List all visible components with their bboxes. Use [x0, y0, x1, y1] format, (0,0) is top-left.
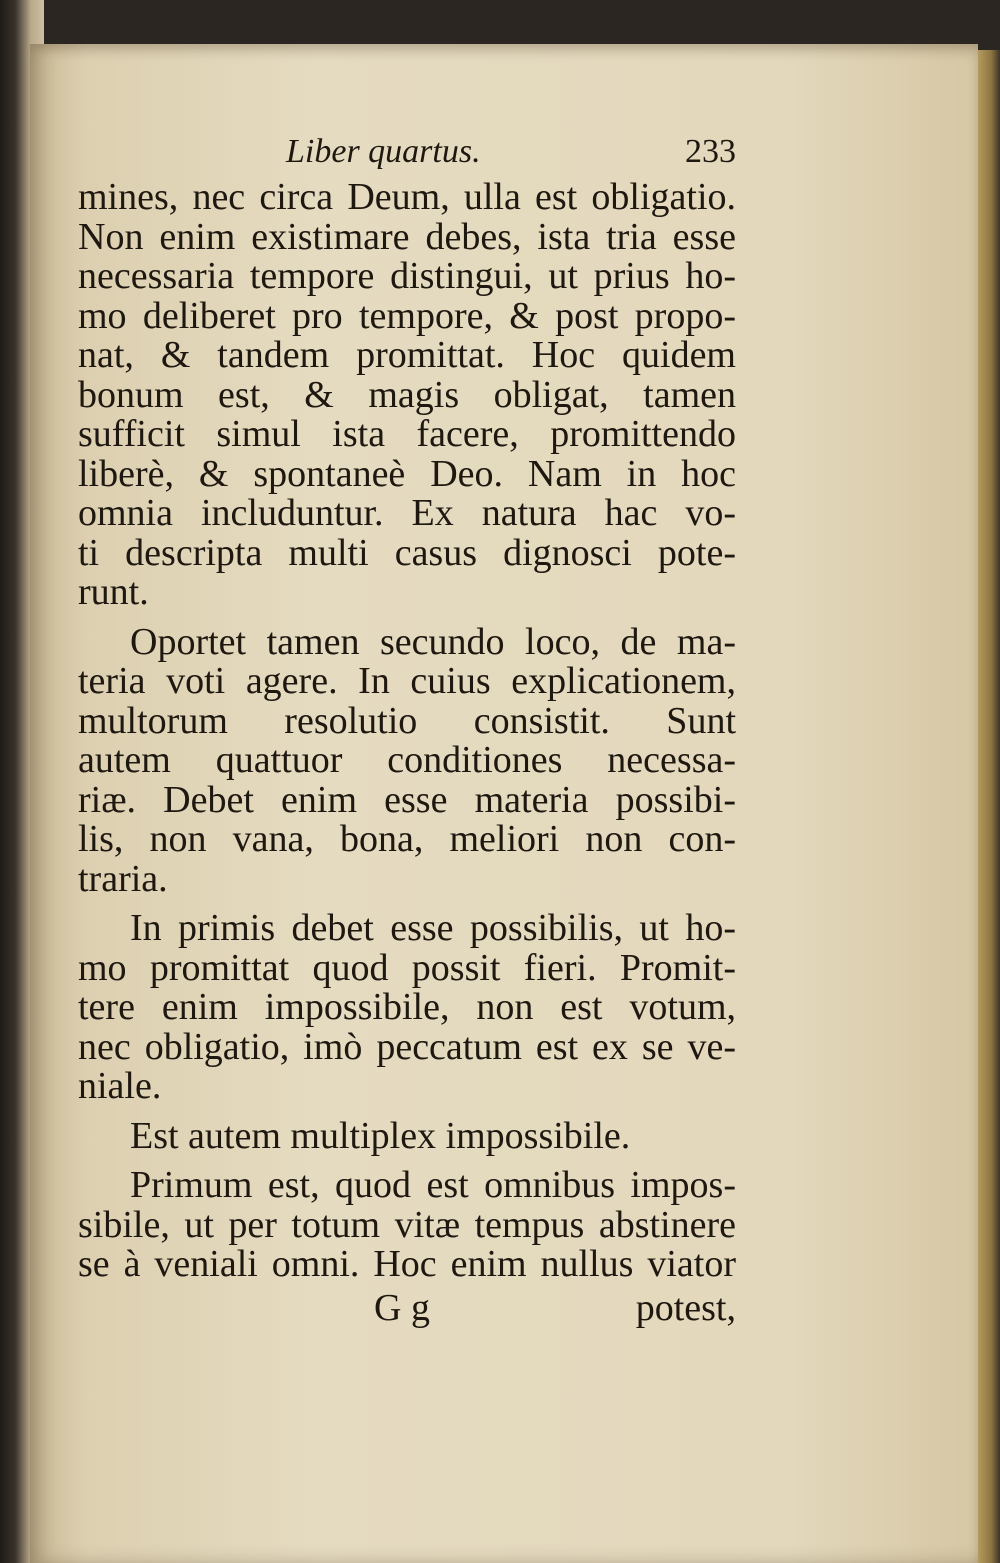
- text-line: nat, & tandem promittat. Hoc quidem: [78, 336, 736, 376]
- text-line: sufficit simul ista facere, promittendo: [78, 415, 736, 455]
- text-line: autem quattuor conditiones necessa-: [78, 741, 736, 781]
- text-line: traria.: [78, 859, 168, 899]
- page-fore-edge: [978, 50, 1000, 1563]
- text-line: riæ. Debet enim esse materia possibi-: [78, 780, 736, 820]
- text-line: mines, nec circa Deum, ulla est obligatio.: [78, 178, 736, 218]
- text-line: necessaria tempore distingui, ut prius ho-: [78, 257, 736, 297]
- text-line: lis, non vana, bona, meliori non con-: [78, 820, 736, 860]
- text-line: multorum resolutio consistit. Sunt: [78, 701, 736, 741]
- running-head: [78, 128, 736, 178]
- text-line: Est autem multiplex impossibile.: [130, 1116, 631, 1156]
- text-line: ti descripta multi casus dignosci pote-: [78, 533, 736, 573]
- page-footer: [78, 1286, 736, 1333]
- text-line: Oportet tamen secundo loco, de ma-: [130, 622, 736, 662]
- text-line: niale.: [78, 1067, 162, 1107]
- paragraph-4: [78, 1117, 736, 1157]
- text-line: nec obligatio, imò peccatum est ex se ve-: [78, 1027, 736, 1067]
- signature-mark: G g: [374, 1286, 430, 1329]
- text-line: liberè, & spontaneè Deo. Nam in hoc: [78, 454, 736, 494]
- text-line: In primis debet esse possibilis, ut ho-: [130, 909, 736, 949]
- text-line: Non enim existimare debes, ista tria esse: [78, 217, 736, 257]
- text-line: mo promittat quod possit fieri. Promit-: [78, 948, 736, 988]
- text-line: se à veniali omni. Hoc enim nullus viator: [78, 1245, 736, 1285]
- text-line: runt.: [78, 573, 149, 613]
- text-line: Primum est, quod est omnibus impos-: [130, 1166, 736, 1206]
- text-line: tere enim impossibile, non est votum,: [78, 988, 736, 1028]
- text-line: sibile, ut per totum vitæ tempus abstinere: [78, 1205, 736, 1245]
- text-line: bonum est, & magis obligat, tamen: [78, 375, 736, 415]
- page-number: 233: [685, 133, 736, 170]
- text-block: [78, 128, 736, 1333]
- paragraph-1: [78, 178, 736, 613]
- text-line: omnia includuntur. Ex natura hac vo-: [78, 494, 736, 534]
- paragraph-5: [78, 1166, 736, 1285]
- paragraph-3: [78, 909, 736, 1107]
- text-line: teria voti agere. In cuius explicationem,: [78, 662, 736, 702]
- text-line: mo deliberet pro tempore, & post propo-: [78, 296, 736, 336]
- catchword: potest,: [635, 1286, 736, 1329]
- paragraph-2: [78, 623, 736, 900]
- running-title: Liber quartus.: [286, 133, 481, 170]
